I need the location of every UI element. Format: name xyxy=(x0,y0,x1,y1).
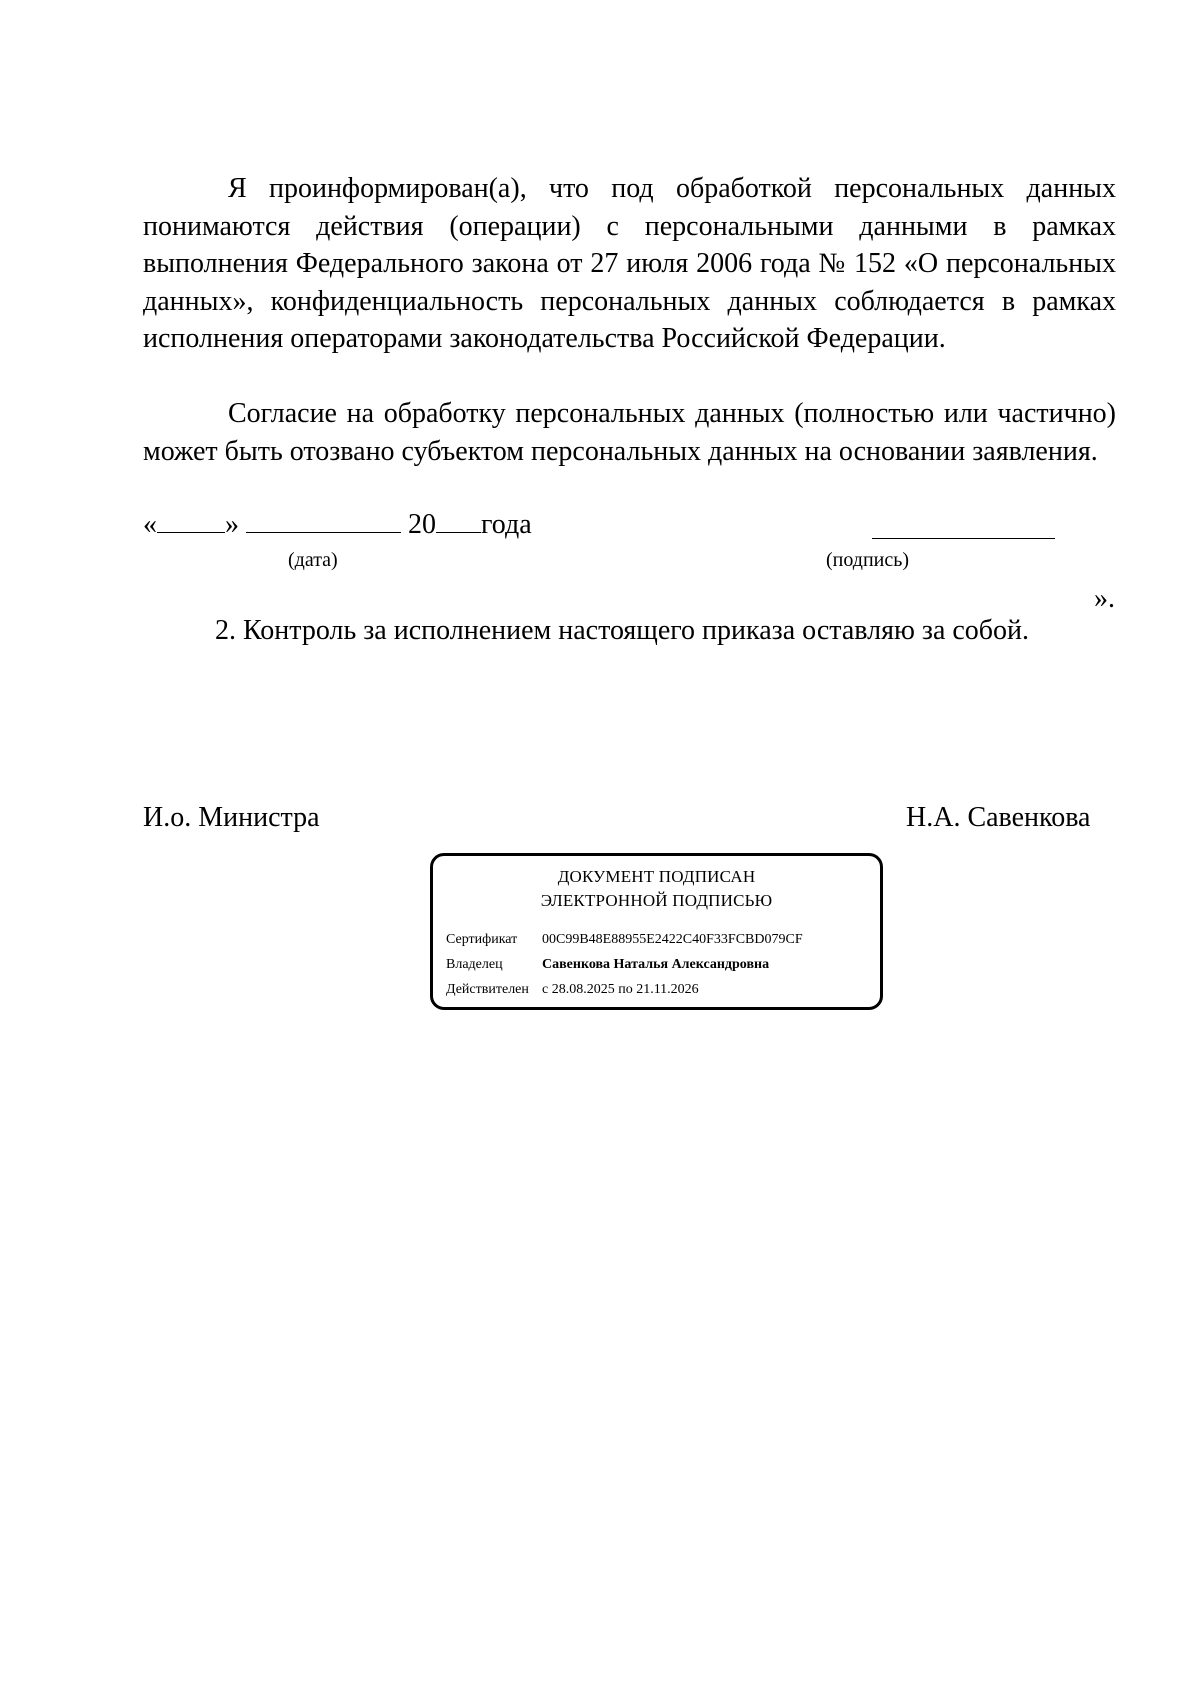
open-quote: « xyxy=(143,509,157,540)
signer-name: Н.А. Савенкова xyxy=(906,802,1091,833)
close-quote: » xyxy=(225,509,239,540)
day-blank xyxy=(157,506,225,533)
closing-quote: ». xyxy=(1094,583,1115,614)
owner-label: Владелец xyxy=(446,957,503,972)
point-2-text: 2. Контроль за исполнением настоящего приказа оставляю за собой. xyxy=(215,615,1030,646)
owner-value: Савенкова Наталья Александровна xyxy=(542,957,770,972)
electronic-signature-stamp xyxy=(430,853,883,1010)
paragraph-consent-revocation: Согласие на обработку персональных данных (полностью или частично) может быть отозвано субъектом персональных данных на основании заявления. xyxy=(143,398,1116,467)
valid-label: Действителен xyxy=(446,982,529,997)
certificate-label: Сертификат xyxy=(446,932,518,947)
month-blank xyxy=(246,506,401,533)
stamp-heading-electronic: ЭЛЕКТРОННОЙ ПОДПИСЬЮ xyxy=(540,891,773,910)
signature-caption: (подпись) xyxy=(826,549,910,571)
stamp-certificate-row xyxy=(446,931,803,949)
year-suffix: года xyxy=(481,509,532,540)
year-blank xyxy=(436,506,481,533)
stamp-validity-row xyxy=(446,981,699,999)
date-caption: (дата) xyxy=(288,549,338,571)
valid-value: с 28.08.2025 по 21.11.2026 xyxy=(542,982,699,997)
stamp-heading-signed: ДОКУМЕНТ ПОДПИСАН xyxy=(557,867,756,886)
year-prefix: 20 xyxy=(408,509,436,540)
date-fill-line xyxy=(143,506,532,543)
certificate-value: 00C99B48E88955E2422C40F33FCBD079CF xyxy=(542,932,803,947)
paragraph-consent-info: Я проинформирован(а), что под обработкой персональных данных понимаются действия (операции) с персональными данными в рамках выполнения Федерального закона от 27 июля 2006 года № 152 «О персональных данных», конфиденциальность персональных данных соблюдается в рамках исполнения операторами законодательства Российской Федерации. xyxy=(143,173,1116,354)
signer-title: И.о. Министра xyxy=(143,802,320,833)
signature-blank xyxy=(872,538,1055,539)
stamp-owner-row xyxy=(446,956,769,974)
